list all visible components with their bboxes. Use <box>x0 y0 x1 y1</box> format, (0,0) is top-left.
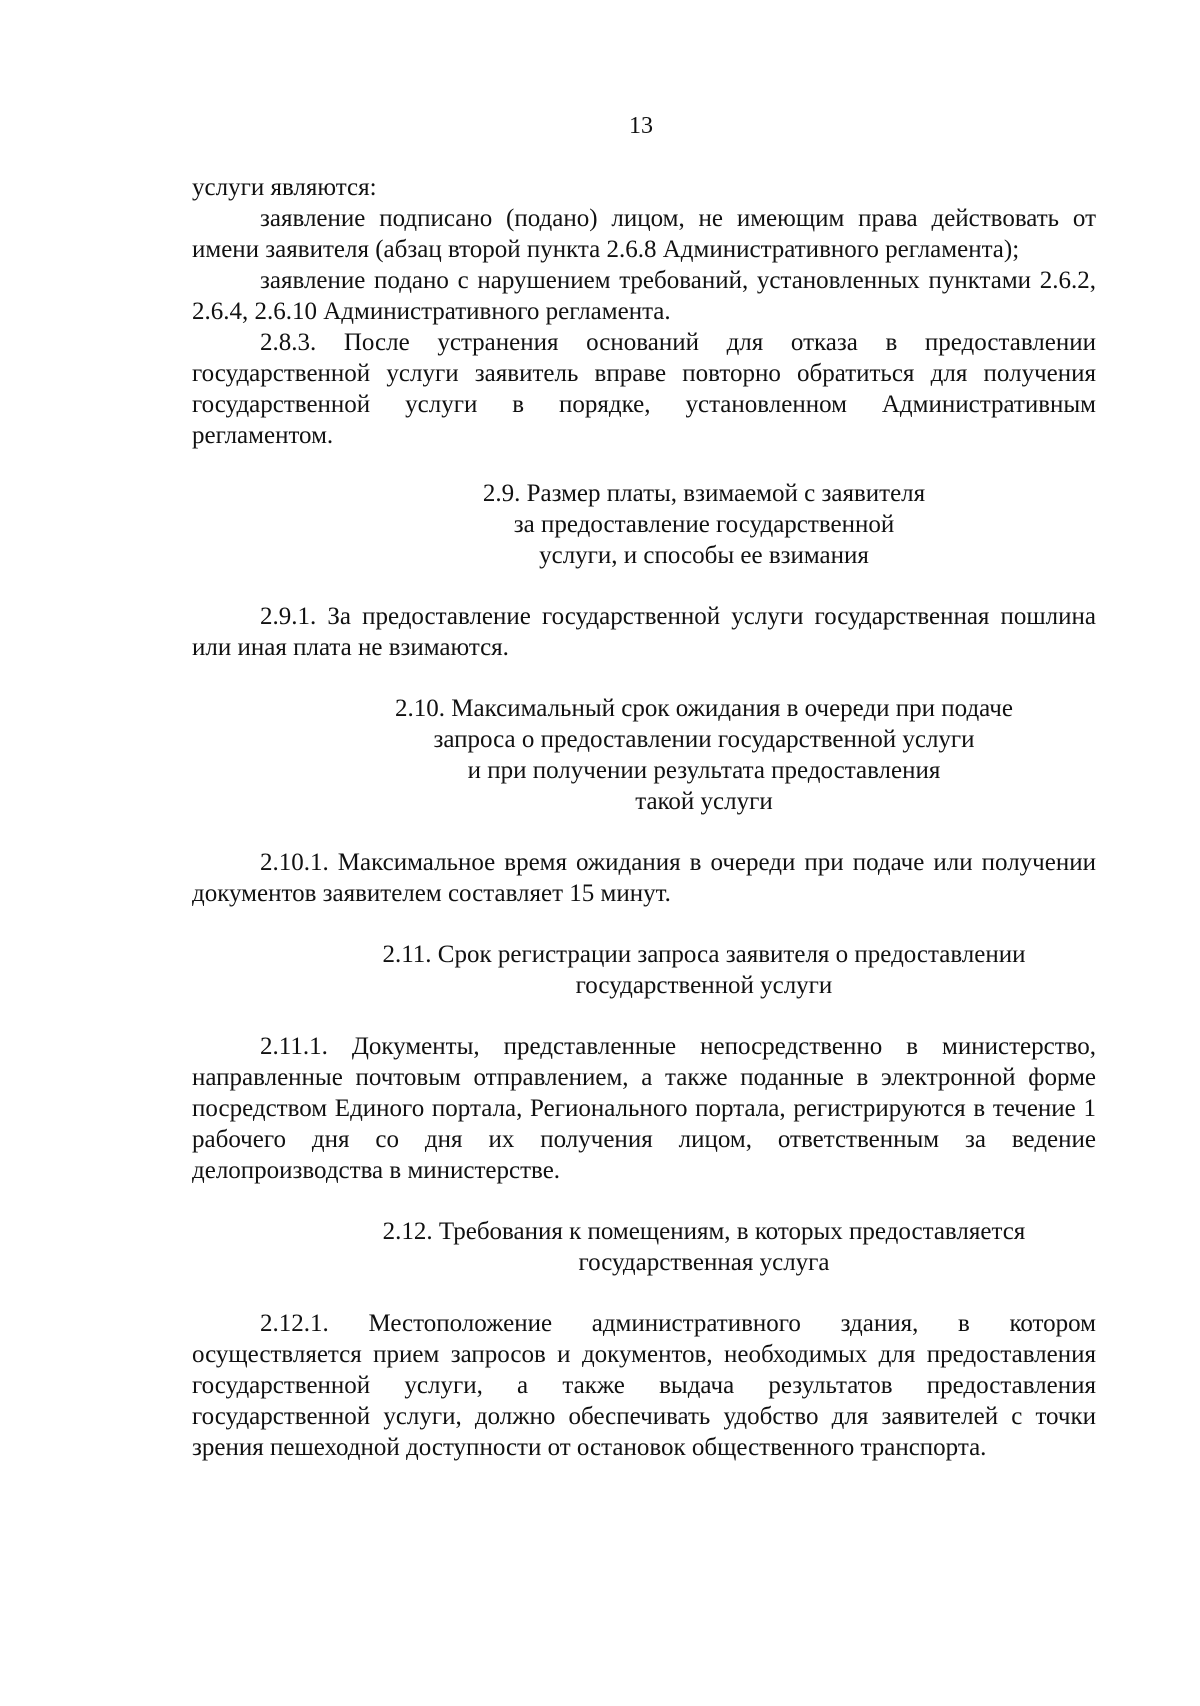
spacer <box>192 1278 1096 1308</box>
paragraph-refusal-reason-1: заявление подписано (подано) лицом, не имеющим права действовать от имени заявителя (абзац второй пункта 2.6.8 Административного регламента); <box>192 205 1096 263</box>
spacer <box>192 817 1096 847</box>
spacer <box>192 451 1096 478</box>
heading-line: 2.10. Максимальный срок ожидания в очереди при подаче <box>395 695 1013 722</box>
heading-line: услуги, и способы ее взимания <box>539 542 869 569</box>
heading-2-9 <box>192 478 1096 571</box>
heading-line: и при получении результата предоставления <box>467 757 941 784</box>
paragraph-continuation: услуги являются: <box>192 174 377 201</box>
heading-2-12 <box>192 1216 1096 1278</box>
paragraph-2-11-1: 2.11.1. Документы, представленные непосредственно в министерство, направленные почтовым отправлением, а также поданные в электронной форме посредством Единого портала, Регионального портала, регистрируются в течение 1 рабочего дня со дня их получения лицом, ответственным за ведение делопроизводства в министерстве. <box>192 1033 1096 1184</box>
heading-line: 2.9. Размер платы, взимаемой с заявителя <box>482 480 926 507</box>
paragraph-2-8-3: 2.8.3. После устранения оснований для отказа в предоставлении государственной услуги заявитель вправе повторно обратиться для получения государственной услуги в порядке, установленном Административным регламентом. <box>192 329 1096 449</box>
heading-line: запроса о предоставлении государственной услуги <box>433 726 975 753</box>
page-number: 13 <box>629 113 653 139</box>
heading-2-10 <box>192 693 1096 817</box>
heading-line: государственная услуга <box>578 1249 830 1276</box>
heading-line: за предоставление государственной <box>513 511 895 538</box>
paragraph-2-10-1: 2.10.1. Максимальное время ожидания в очереди при подаче или получении документов заявителем составляет 15 минут. <box>192 849 1096 907</box>
heading-line: государственной услуги <box>575 972 833 999</box>
heading-line: 2.11. Срок регистрации запроса заявителя о предоставлении <box>382 941 1026 968</box>
paragraph-2-9-1: 2.9.1. За предоставление государственной услуги государственная пошлина или иная плата не взимаются. <box>192 603 1096 661</box>
spacer <box>192 909 1096 939</box>
paragraph-refusal-reason-2: заявление подано с нарушением требований, установленных пунктами 2.6.2, 2.6.4, 2.6.10 Административного регламента. <box>192 267 1096 325</box>
spacer <box>192 1001 1096 1031</box>
document-body <box>192 172 1096 1463</box>
paragraph-2-12-1: 2.12.1. Местоположение административного здания, в котором осуществляется прием запросов и документов, необходимых для предоставления государственной услуги, а также выдача результатов предоставления государственной услуги, должно обеспечивать удобство для заявителей с точки зрения пешеходной доступности от остановок общественного транспорта. <box>192 1310 1096 1461</box>
heading-line: 2.12. Требования к помещениям, в которых предоставляется <box>382 1218 1026 1245</box>
spacer <box>192 571 1096 601</box>
heading-2-11 <box>192 939 1096 1001</box>
spacer <box>192 1186 1096 1216</box>
spacer <box>192 663 1096 693</box>
heading-line: такой услуги <box>635 788 773 815</box>
